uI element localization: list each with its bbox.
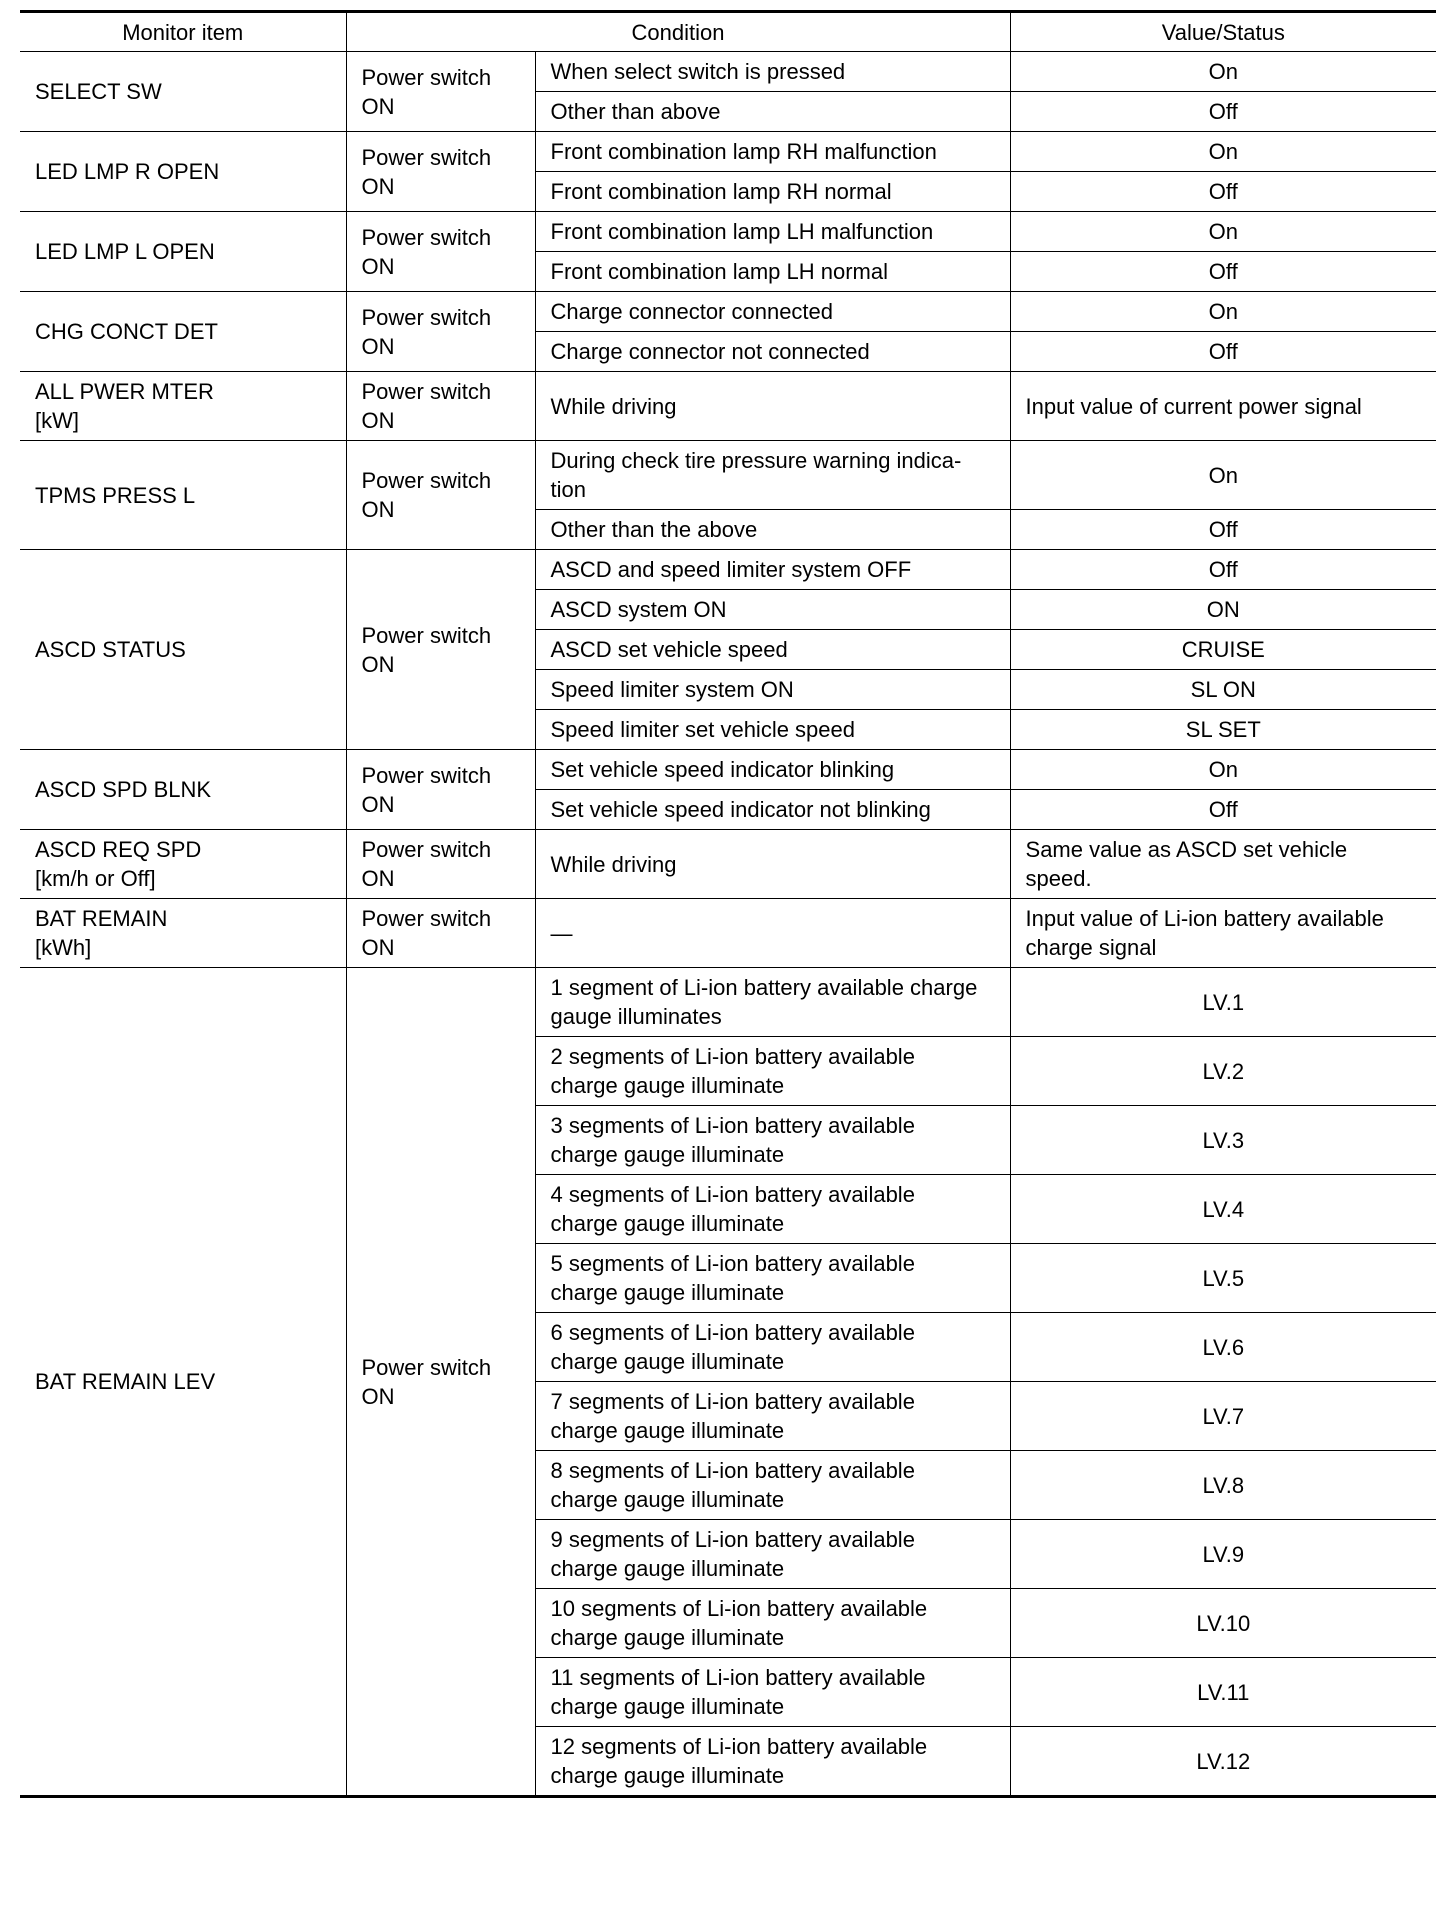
- condition-state-cell: Power switch ON: [346, 899, 535, 968]
- table-row: [20, 968, 1436, 1037]
- monitor-item-table: [20, 10, 1436, 1798]
- condition-cell: Other than above: [535, 92, 1010, 132]
- table-row: [20, 292, 1436, 332]
- table-row: [20, 212, 1436, 252]
- value-status-cell: SL SET: [1010, 710, 1436, 750]
- monitor-item-cell: ASCD STATUS: [20, 550, 346, 750]
- value-status-cell: On: [1010, 292, 1436, 332]
- condition-cell: 11 segments of Li-ion battery available charge gauge illuminate: [535, 1658, 1010, 1727]
- monitor-item-document: [20, 10, 1436, 1798]
- monitor-item-cell: BAT REMAIN [kWh]: [20, 899, 346, 968]
- condition-cell: 12 segments of Li-ion battery available charge gauge illuminate: [535, 1727, 1010, 1797]
- monitor-item-cell: TPMS PRESS L: [20, 441, 346, 550]
- condition-state-cell: Power switch ON: [346, 750, 535, 830]
- table-row: [20, 750, 1436, 790]
- value-status-cell: LV.2: [1010, 1037, 1436, 1106]
- monitor-item-cell: ALL PWER MTER [kW]: [20, 372, 346, 441]
- value-status-cell: Off: [1010, 92, 1436, 132]
- value-status-cell: LV.10: [1010, 1589, 1436, 1658]
- value-status-cell: LV.12: [1010, 1727, 1436, 1797]
- monitor-item-cell: BAT REMAIN LEV: [20, 968, 346, 1797]
- condition-cell: While driving: [535, 372, 1010, 441]
- value-status-cell: LV.3: [1010, 1106, 1436, 1175]
- value-status-cell: Same value as ASCD set vehicle speed.: [1010, 830, 1436, 899]
- condition-cell: Set vehicle speed indicator not blinking: [535, 790, 1010, 830]
- condition-cell: 8 segments of Li-ion battery available charge gauge illuminate: [535, 1451, 1010, 1520]
- condition-cell: Charge connector connected: [535, 292, 1010, 332]
- value-status-cell: CRUISE: [1010, 630, 1436, 670]
- condition-cell: While driving: [535, 830, 1010, 899]
- condition-cell: Front combination lamp LH malfunction: [535, 212, 1010, 252]
- monitor-item-cell: LED LMP L OPEN: [20, 212, 346, 292]
- table-row: [20, 52, 1436, 92]
- value-status-cell: LV.5: [1010, 1244, 1436, 1313]
- table-row: [20, 830, 1436, 899]
- value-status-cell: ON: [1010, 590, 1436, 630]
- monitor-item-cell: LED LMP R OPEN: [20, 132, 346, 212]
- condition-state-cell: Power switch ON: [346, 52, 535, 132]
- condition-cell: Speed limiter system ON: [535, 670, 1010, 710]
- value-status-cell: SL ON: [1010, 670, 1436, 710]
- value-status-cell: LV.7: [1010, 1382, 1436, 1451]
- condition-state-cell: Power switch ON: [346, 550, 535, 750]
- value-status-cell: LV.11: [1010, 1658, 1436, 1727]
- value-status-cell: On: [1010, 212, 1436, 252]
- table-header-row: [20, 12, 1436, 52]
- condition-state-cell: Power switch ON: [346, 968, 535, 1797]
- value-status-cell: On: [1010, 52, 1436, 92]
- value-status-cell: Off: [1010, 790, 1436, 830]
- table-body: [20, 52, 1436, 1797]
- condition-cell: 10 segments of Li-ion battery available charge gauge illuminate: [535, 1589, 1010, 1658]
- condition-cell: ASCD set vehicle speed: [535, 630, 1010, 670]
- value-status-cell: Off: [1010, 550, 1436, 590]
- monitor-item-cell: SELECT SW: [20, 52, 346, 132]
- condition-cell: Speed limiter set vehicle speed: [535, 710, 1010, 750]
- condition-cell: Charge connector not connected: [535, 332, 1010, 372]
- condition-cell: ASCD and speed limiter system OFF: [535, 550, 1010, 590]
- table-row: [20, 372, 1436, 441]
- value-status-cell: LV.8: [1010, 1451, 1436, 1520]
- condition-state-cell: Power switch ON: [346, 830, 535, 899]
- value-status-cell: Off: [1010, 510, 1436, 550]
- header-value-status: Value/Status: [1010, 12, 1436, 52]
- condition-cell: 4 segments of Li-ion battery available charge gauge illuminate: [535, 1175, 1010, 1244]
- value-status-cell: On: [1010, 750, 1436, 790]
- condition-cell: 7 segments of Li-ion battery available charge gauge illuminate: [535, 1382, 1010, 1451]
- condition-state-cell: Power switch ON: [346, 212, 535, 292]
- condition-cell: 9 segments of Li-ion battery available charge gauge illuminate: [535, 1520, 1010, 1589]
- header-monitor-item: Monitor item: [20, 12, 346, 52]
- table-row: [20, 132, 1436, 172]
- value-status-cell: Off: [1010, 252, 1436, 292]
- condition-cell: 6 segments of Li-ion battery available charge gauge illuminate: [535, 1313, 1010, 1382]
- condition-cell: Front combination lamp LH normal: [535, 252, 1010, 292]
- condition-cell: Front combination lamp RH normal: [535, 172, 1010, 212]
- condition-state-cell: Power switch ON: [346, 132, 535, 212]
- value-status-cell: Off: [1010, 332, 1436, 372]
- header-condition: Condition: [346, 12, 1010, 52]
- value-status-cell: Input value of Li-ion battery available charge signal: [1010, 899, 1436, 968]
- value-status-cell: LV.4: [1010, 1175, 1436, 1244]
- monitor-item-cell: ASCD REQ SPD [km/h or Off]: [20, 830, 346, 899]
- value-status-cell: On: [1010, 132, 1436, 172]
- value-status-cell: LV.9: [1010, 1520, 1436, 1589]
- condition-cell: ASCD system ON: [535, 590, 1010, 630]
- value-status-cell: On: [1010, 441, 1436, 510]
- condition-cell: Front combination lamp RH malfunction: [535, 132, 1010, 172]
- condition-cell: 5 segments of Li-ion battery available charge gauge illuminate: [535, 1244, 1010, 1313]
- condition-state-cell: Power switch ON: [346, 372, 535, 441]
- table-row: [20, 899, 1436, 968]
- table-row: [20, 441, 1436, 510]
- condition-cell: During check tire pressure warning indica- tion: [535, 441, 1010, 510]
- condition-cell: 1 segment of Li-ion battery available charge gauge illuminates: [535, 968, 1010, 1037]
- table-row: [20, 550, 1436, 590]
- value-status-cell: LV.1: [1010, 968, 1436, 1037]
- monitor-item-cell: ASCD SPD BLNK: [20, 750, 346, 830]
- condition-cell: When select switch is pressed: [535, 52, 1010, 92]
- value-status-cell: LV.6: [1010, 1313, 1436, 1382]
- value-status-cell: Off: [1010, 172, 1436, 212]
- condition-cell: —: [535, 899, 1010, 968]
- value-status-cell: Input value of current power signal: [1010, 372, 1436, 441]
- condition-cell: 3 segments of Li-ion battery available charge gauge illuminate: [535, 1106, 1010, 1175]
- condition-cell: Set vehicle speed indicator blinking: [535, 750, 1010, 790]
- condition-state-cell: Power switch ON: [346, 292, 535, 372]
- condition-state-cell: Power switch ON: [346, 441, 535, 550]
- condition-cell: 2 segments of Li-ion battery available charge gauge illuminate: [535, 1037, 1010, 1106]
- condition-cell: Other than the above: [535, 510, 1010, 550]
- monitor-item-cell: CHG CONCT DET: [20, 292, 346, 372]
